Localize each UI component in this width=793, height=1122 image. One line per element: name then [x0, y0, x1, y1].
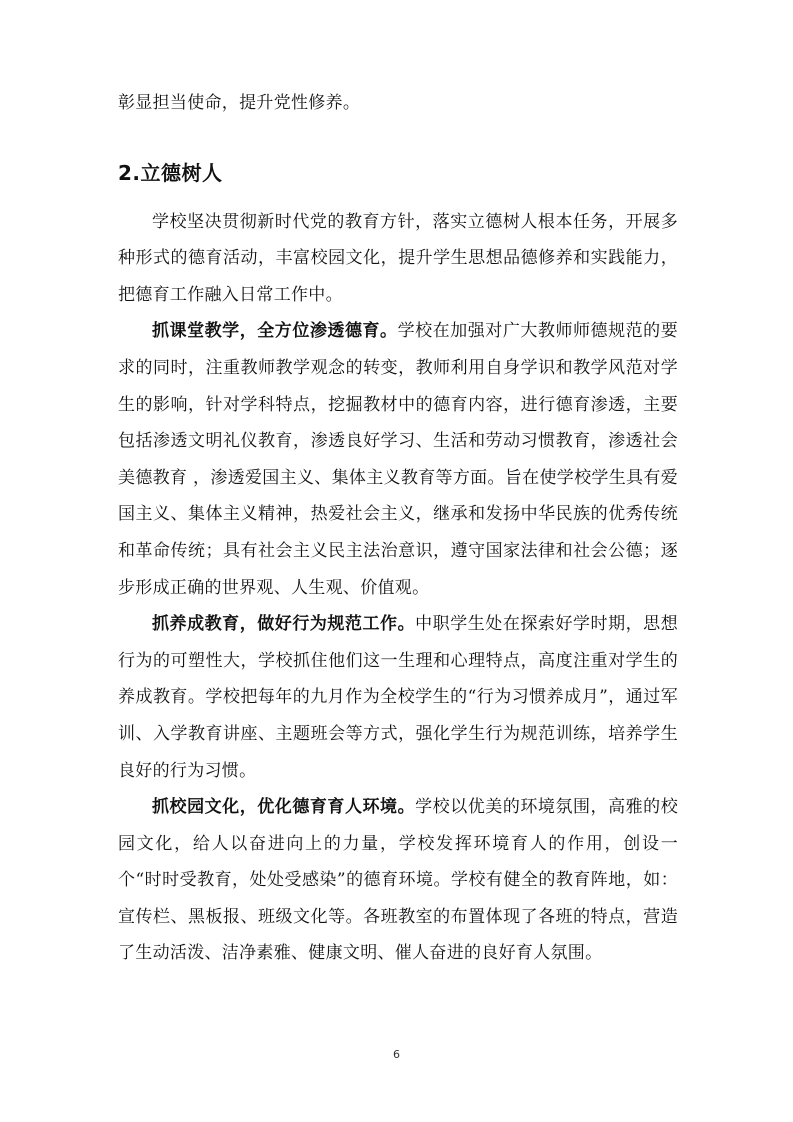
continuation-line: 彰显担当使命，提升党性修养。: [118, 93, 361, 113]
paragraph-body: 中职学生处在探索好学时期，思想行为的可塑性大，学校抓住他们这一生理和心理特点，高度注重对学生的养成教育。学校把每年的九月作为全校学生的“行为习惯养成月”，通过军训、入学教育讲座、主题班会等方式，强化学生行为规范训练，培养学生良好的行为习惯。: [118, 614, 679, 781]
paragraph-lead: 抓课堂教学，全方位渗透德育。: [152, 321, 398, 342]
section-title: 2.立德树人: [118, 160, 223, 185]
page-number: 6: [393, 1048, 400, 1061]
paragraph-lead: 抓养成教育，做好行为规范工作。: [152, 614, 416, 635]
paragraph-body: 学校在加强对广大教师师德规范的要求的同时，注重教师教学观念的转变，教师利用自身学识和教学风范对学生的影响，针对学科特点，挖掘教材中的德育内容，进行德育渗透，主要包括渗透文明礼仪教育，渗透良好学习、生活和劳动习惯教育，渗透社会美德教育 ，渗透爱国主义、集体主义教育等方面。旨在使学校学生具有爱国主义、集体主义精神，热爱社会主义，继承和发扬中华民族的优秀传统和革命传统；具有社会主义民主法治意识，遵守国家法律和社会公德；逐步形成正确的世界观、人生观、价值观。: [118, 321, 678, 598]
paragraph-habit-education: [118, 606, 678, 789]
paragraph-lead: 抓校园文化，优化德育育人环境。: [152, 797, 416, 818]
page-content: [118, 85, 678, 972]
paragraph-body: 学校以优美的环境氛围，高雅的校园文化，给人以奋进向上的力量，学校发挥环境育人的作用，创设一个“时时受教育，处处受感染”的德育环境。学校有健全的教育阵地，如：宣传栏、黑板报、班级文化等。各班教室的布置体现了各班的特点，营造了生动活泼、洁净素雅、健康文明、催人奋进的良好育人氛围。: [118, 797, 679, 964]
paragraph-campus-culture: [118, 789, 678, 972]
intro-paragraph: 学校坚决贯彻新时代党的教育方针，落实立德树人根本任务，开展多种形式的德育活动，丰富校园文化，提升学生思想品德修养和实践能力，把德育工作融入日常工作中。: [118, 211, 678, 305]
paragraph-classroom-teaching: [118, 313, 678, 606]
